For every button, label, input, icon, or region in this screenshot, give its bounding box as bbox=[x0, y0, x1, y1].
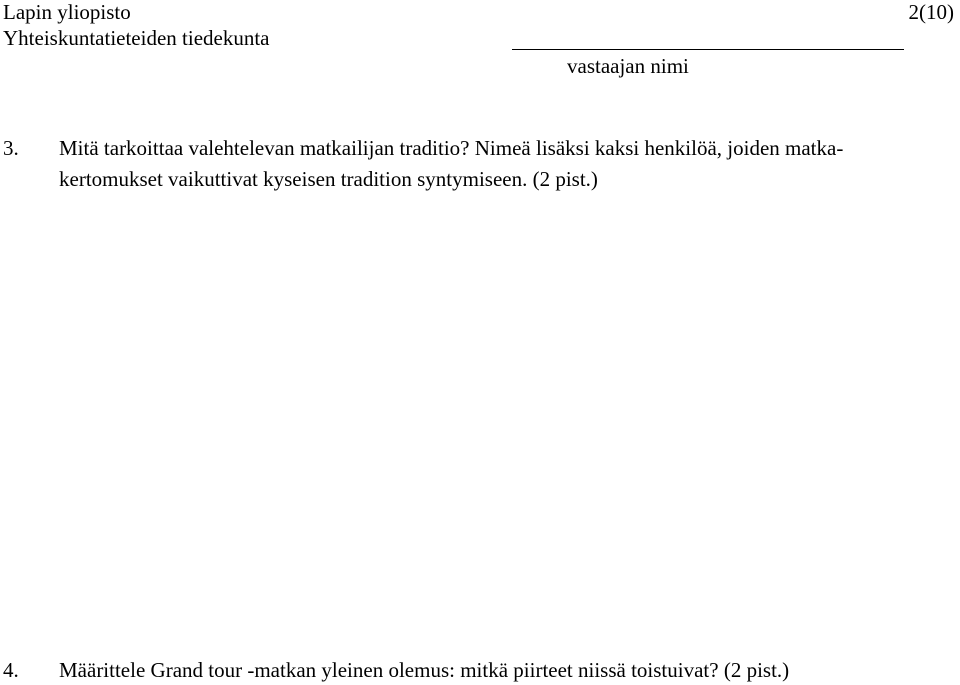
question-3-number: 3. bbox=[3, 136, 19, 160]
faculty-name: Yhteiskuntatieteiden tiedekunta bbox=[3, 26, 270, 50]
question-3-text-line-1: Mitä tarkoittaa valehtelevan matkailijan traditio? Nimeä lisäksi kaksi henkilöä, joiden matka- bbox=[59, 136, 844, 160]
question-3-text-line-2: kertomukset vaikuttivat kyseisen tradition syntymiseen. (2 pist.) bbox=[59, 167, 598, 191]
respondent-name-line bbox=[512, 49, 904, 50]
question-4-text-line-1: Määrittele Grand tour -matkan yleinen olemus: mitkä piirteet niissä toistuivat? (2 pist.) bbox=[59, 658, 790, 682]
respondent-name-label: vastaajan nimi bbox=[567, 54, 689, 78]
university-name: Lapin yliopisto bbox=[3, 0, 131, 24]
page-number: 2(10) bbox=[908, 0, 954, 24]
question-4-number: 4. bbox=[3, 658, 19, 682]
